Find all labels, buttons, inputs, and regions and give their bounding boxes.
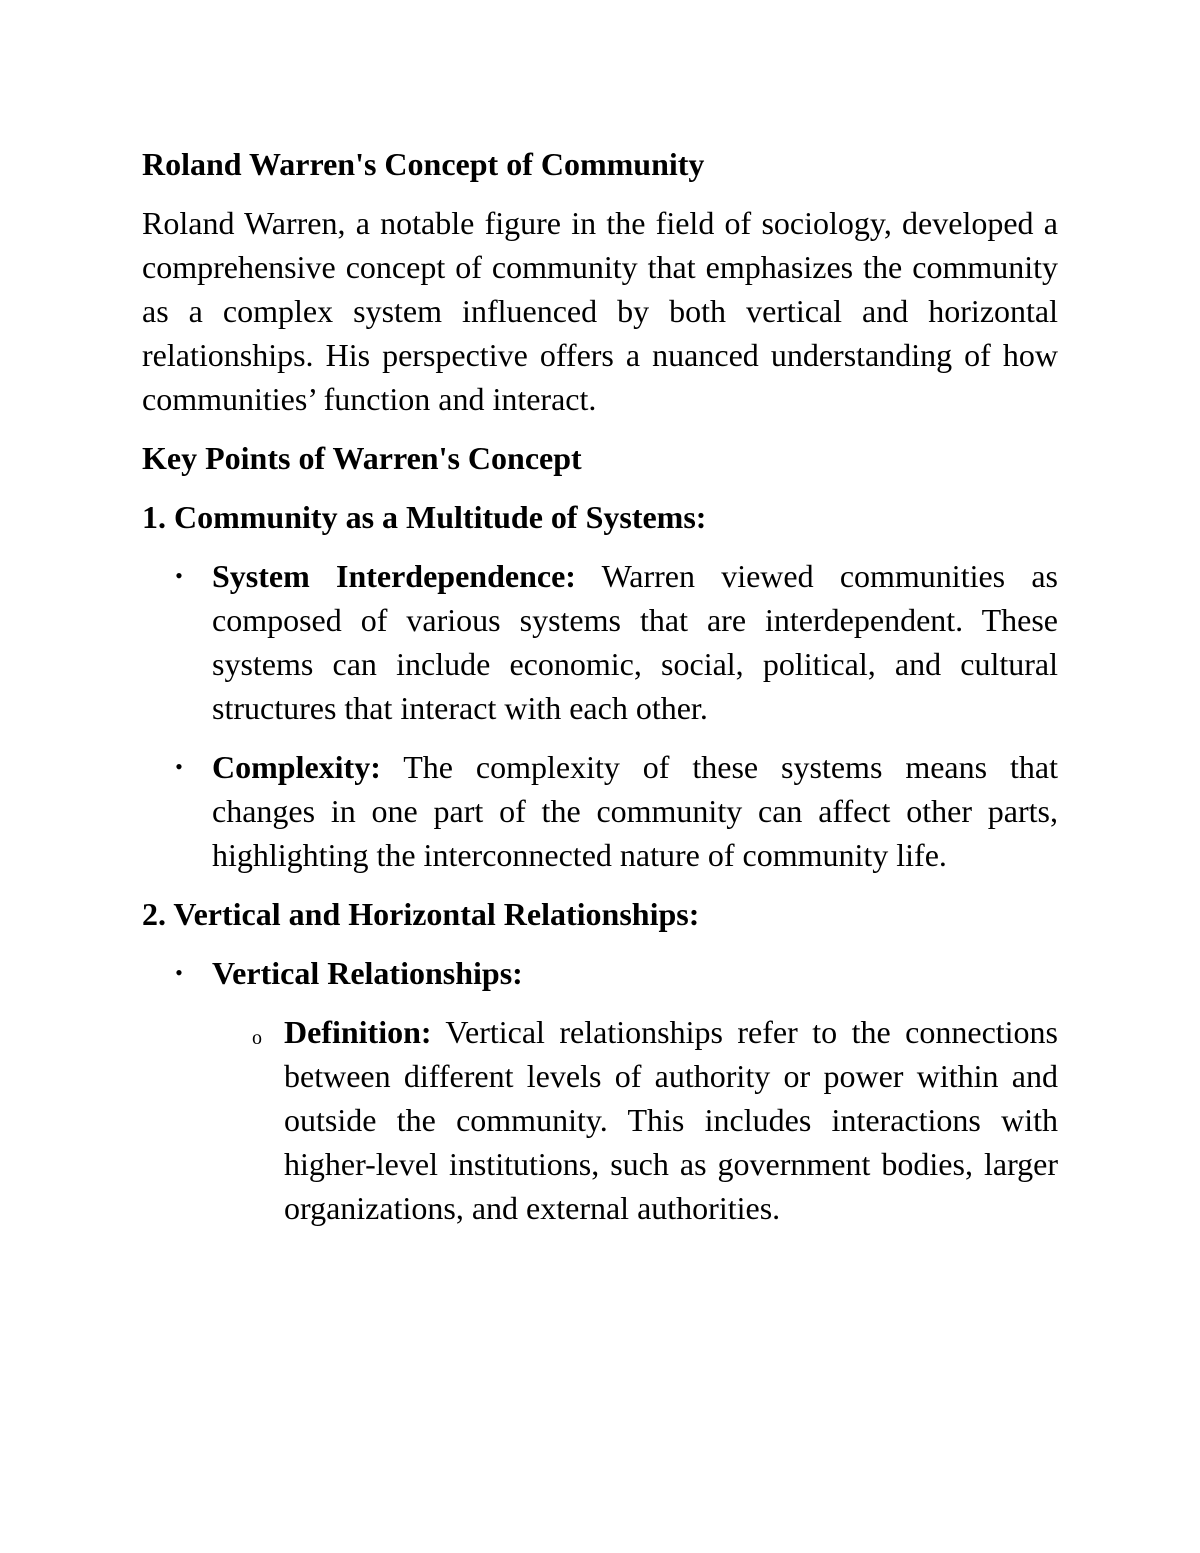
bullet-lead: System Interdependence: (212, 558, 576, 594)
bullet-icon: • (175, 960, 183, 985)
section-1-heading: 1. Community as a Multitude of Systems: (142, 499, 707, 535)
document-page (142, 142, 1058, 1230)
bullet-lead: Vertical Relationships: (212, 955, 523, 991)
bullet-icon: • (175, 563, 183, 588)
sub-bullet-text: Vertical relationships refer to the connections between different levels of authority or power within and outside the community. This includes interactions with higher-level institutions, such as government bodies, larger organizations, and external authorities. (284, 1014, 1058, 1226)
intro-paragraph: Roland Warren, a notable figure in the field of sociology, developed a comprehensive concept of community that emphasizes the community as a complex system influenced by both vertical and horizontal relationships. His perspective offers a nuanced understanding of how communities’ function and interact. (142, 205, 1058, 417)
bullet-lead: Complexity: (212, 749, 381, 785)
bullet-text: The complexity of these systems means that changes in one part of the community can affect other parts, highlighting the interconnected nature of community life. (212, 749, 1058, 873)
section-2-bullet-list (142, 951, 1058, 1230)
vertical-relationships-sub-list (212, 1010, 1058, 1230)
bullet-system-interdependence (142, 554, 1058, 730)
key-points-heading: Key Points of Warren's Concept (142, 440, 582, 476)
section-2-heading: 2. Vertical and Horizontal Relationships: (142, 896, 700, 932)
circle-bullet-icon: o (252, 1027, 262, 1049)
bullet-complexity (142, 745, 1058, 877)
sub-bullet-definition (212, 1010, 1058, 1230)
bullet-icon: • (175, 754, 183, 779)
sub-bullet-lead: Definition: (284, 1014, 432, 1050)
bullet-text: Warren viewed communities as composed of various systems that are interdependent. These systems can include economic, social, political, and cultural structures that interact with each other. (212, 558, 1059, 726)
bullet-vertical-relationships (142, 951, 1058, 1230)
document-title: Roland Warren's Concept of Community (142, 146, 705, 182)
section-1-bullet-list (142, 554, 1058, 877)
